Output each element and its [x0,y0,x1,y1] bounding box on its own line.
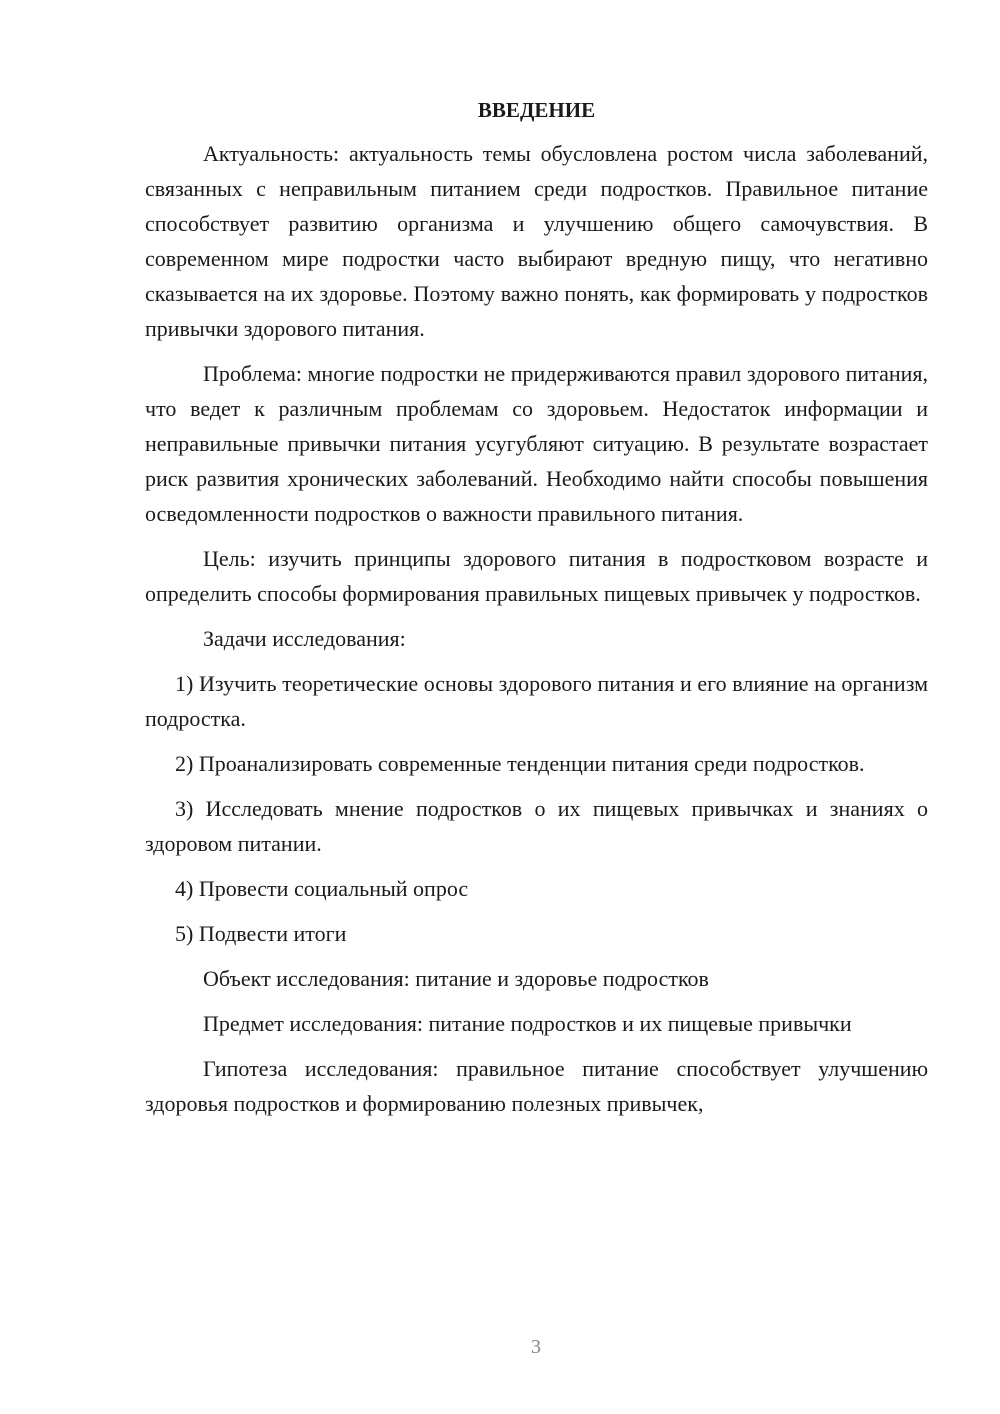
problem-paragraph: Проблема: многие подростки не придерживаются правил здорового питания, что ведет к различным проблемам со здоровьем. Недостаток информации и неправильные привычки питания усугубляют ситуацию. В результате возрастает риск развития хронических заболеваний. Необходимо найти способы повышения осведомленности подростков о важности правильного питания. [145,361,928,526]
section-title: ВВЕДЕНИЕ [477,98,596,122]
tasks-heading: Задачи исследования: [203,626,406,651]
page-content [145,94,928,1121]
goal-paragraph: Цель: изучить принципы здорового питания в подростковом возрасте и определить способы формирования правильных пищевых привычек у подростков. [145,546,928,606]
hypothesis-paragraph: Гипотеза исследования: правильное питание способствует улучшению здоровья подростков и формированию полезных привычек, [145,1056,928,1116]
task-item-5: 5) Подвести итоги [175,921,347,946]
relevance-paragraph: Актуальность: актуальность темы обусловлена ростом числа заболеваний, связанных с неправильным питанием среди подростков. Правильное питание способствует развитию организма и улучшению общего самочувствия. В современном мире подростки часто выбирают вредную пищу, что негативно сказывается на их здоровье. Поэтому важно понять, как формировать у подростков привычки здорового питания. [145,141,928,341]
task-item-2: 2) Проанализировать современные тенденции питания среди подростков. [175,751,865,776]
task-item-3: 3) Исследовать мнение подростков о их пищевых привычках и знаниях о здоровом питании. [145,796,928,856]
object-paragraph: Объект исследования: питание и здоровье подростков [203,966,709,991]
task-item-4: 4) Провести социальный опрос [175,876,469,901]
subject-paragraph: Предмет исследования: питание подростков и их пищевые привычки [203,1011,852,1036]
task-item-1: 1) Изучить теоретические основы здорового питания и его влияние на организм подростка. [145,671,928,731]
page-number: 3 [531,1336,541,1358]
